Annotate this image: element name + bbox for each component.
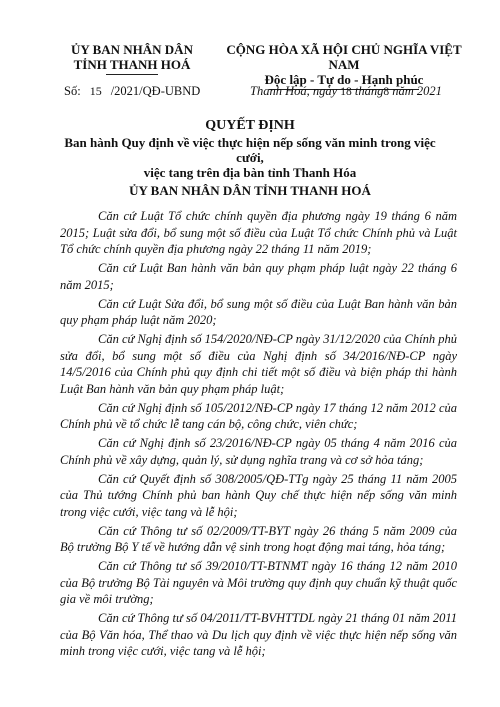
doc-number-suffix: /2021/QĐ-UBND xyxy=(110,84,201,98)
subtitle-line-1: Ban hành Quy định về việc thực hiện nếp sống văn minh trong việc cưới, xyxy=(64,135,436,165)
legal-basis-paragraph: Căn cứ Luật Sửa đổi, bổ sung một số điều của Luật Ban hành văn bản quy phạm pháp luật năm 2020; xyxy=(60,296,457,327)
date-year: năm 2021 xyxy=(392,84,442,98)
national-motto-header xyxy=(220,42,468,90)
legal-basis-paragraph: Căn cứ Nghị định số 154/2020/NĐ-CP ngày 31/12/2020 của Chính phủ sửa đổi, bổ sung một số điều của Nghị định số 34/2016/NĐ-CP ngày 14/5/2016 của Chính phủ quy định chi tiết một số điều và biện pháp thi hành Luật Ban hành văn bản quy phạm pháp luật; xyxy=(60,332,457,396)
document-subtitle xyxy=(60,135,440,180)
doc-number-prefix: Số: xyxy=(64,84,81,98)
legal-basis-paragraph: Căn cứ Thông tư số 39/2010/TT-BTNMT ngày 16 tháng 12 năm 2010 của Bộ trưởng Bộ Tài nguyên và Môi trường quy định quy chuẩn kỹ thuật quốc gia về môi trường; xyxy=(60,559,457,606)
document-body xyxy=(60,208,457,662)
document-number xyxy=(64,84,200,99)
legal-basis-paragraph: Căn cứ Nghị định số 23/2016/NĐ-CP ngày 05 tháng 4 năm 2016 của Chính phủ về xây dựng, quản lý, sử dụng nghĩa trang và cơ sở hỏa táng; xyxy=(60,436,457,467)
motto: Độc lập - Tự do - Hạnh phúc xyxy=(264,72,424,87)
agency-line-1: ỦY BAN NHÂN DÂN xyxy=(71,42,193,57)
date-place: Thanh Hoá, ngày xyxy=(250,84,338,98)
subtitle-line-2: việc tang trên địa bàn tỉnh Thanh Hóa xyxy=(143,165,357,180)
country-name: CỘNG HÒA XÃ HỘI CHỦ NGHĨA VIỆT NAM xyxy=(226,42,462,72)
legal-basis-paragraph: Căn cứ Thông tư số 04/2011/TT-BVHTTDL ngày 21 tháng 01 năm 2011 của Bộ Văn hóa, Thể thao và Du lịch quy định về việc thực hiện nếp sống văn minh trong việc cưới, việc tang và lễ hội; xyxy=(60,611,457,658)
date-month: 8 xyxy=(383,86,390,98)
doc-number-value: 15 xyxy=(89,84,102,98)
date-day: 18 xyxy=(340,86,352,98)
legal-basis-paragraph: Căn cứ Nghị định số 105/2012/NĐ-CP ngày 17 tháng 12 năm 2012 của Chính phủ về tổ chức lễ tang cán bộ, công chức, viên chức; xyxy=(60,400,457,431)
agency-underline xyxy=(106,74,158,75)
legal-basis-paragraph: Căn cứ Luật Tổ chức chính quyền địa phương ngày 19 tháng 6 năm 2015; Luật sửa đổi, bổ sung một số điều của Luật Tổ chức Chính phủ và Luật Tổ chức chính quyền địa phương ngày 22 tháng 11 năm 2019; xyxy=(60,209,457,256)
legal-basis-paragraph: Căn cứ Quyết định số 308/2005/QĐ-TTg ngày 25 tháng 11 năm 2005 của Thủ tướng Chính phủ ban hành Quy chế thực hiện nếp sống văn minh trong việc cưới, việc tang và lễ hội; xyxy=(60,471,457,519)
legal-basis-paragraph: Căn cứ Thông tư số 02/2009/TT-BYT ngày 26 tháng 5 năm 2009 của Bộ trưởng Bộ Y tế về hướng dẫn vệ sinh trong hoạt động mai táng, hỏa táng; xyxy=(60,523,457,554)
date-month-label: tháng xyxy=(354,84,384,98)
issuing-agency-header xyxy=(52,42,212,75)
legal-basis-paragraph: Căn cứ Luật Ban hành văn bản quy phạm pháp luật ngày 22 tháng 6 năm 2015; xyxy=(60,261,457,292)
issuer-heading: ỦY BAN NHÂN DÂN TỈNH THANH HOÁ xyxy=(129,183,371,198)
document-date xyxy=(250,84,442,100)
document-title: QUYẾT ĐỊNH xyxy=(205,118,295,133)
agency-line-2: TỈNH THANH HOÁ xyxy=(73,57,191,72)
